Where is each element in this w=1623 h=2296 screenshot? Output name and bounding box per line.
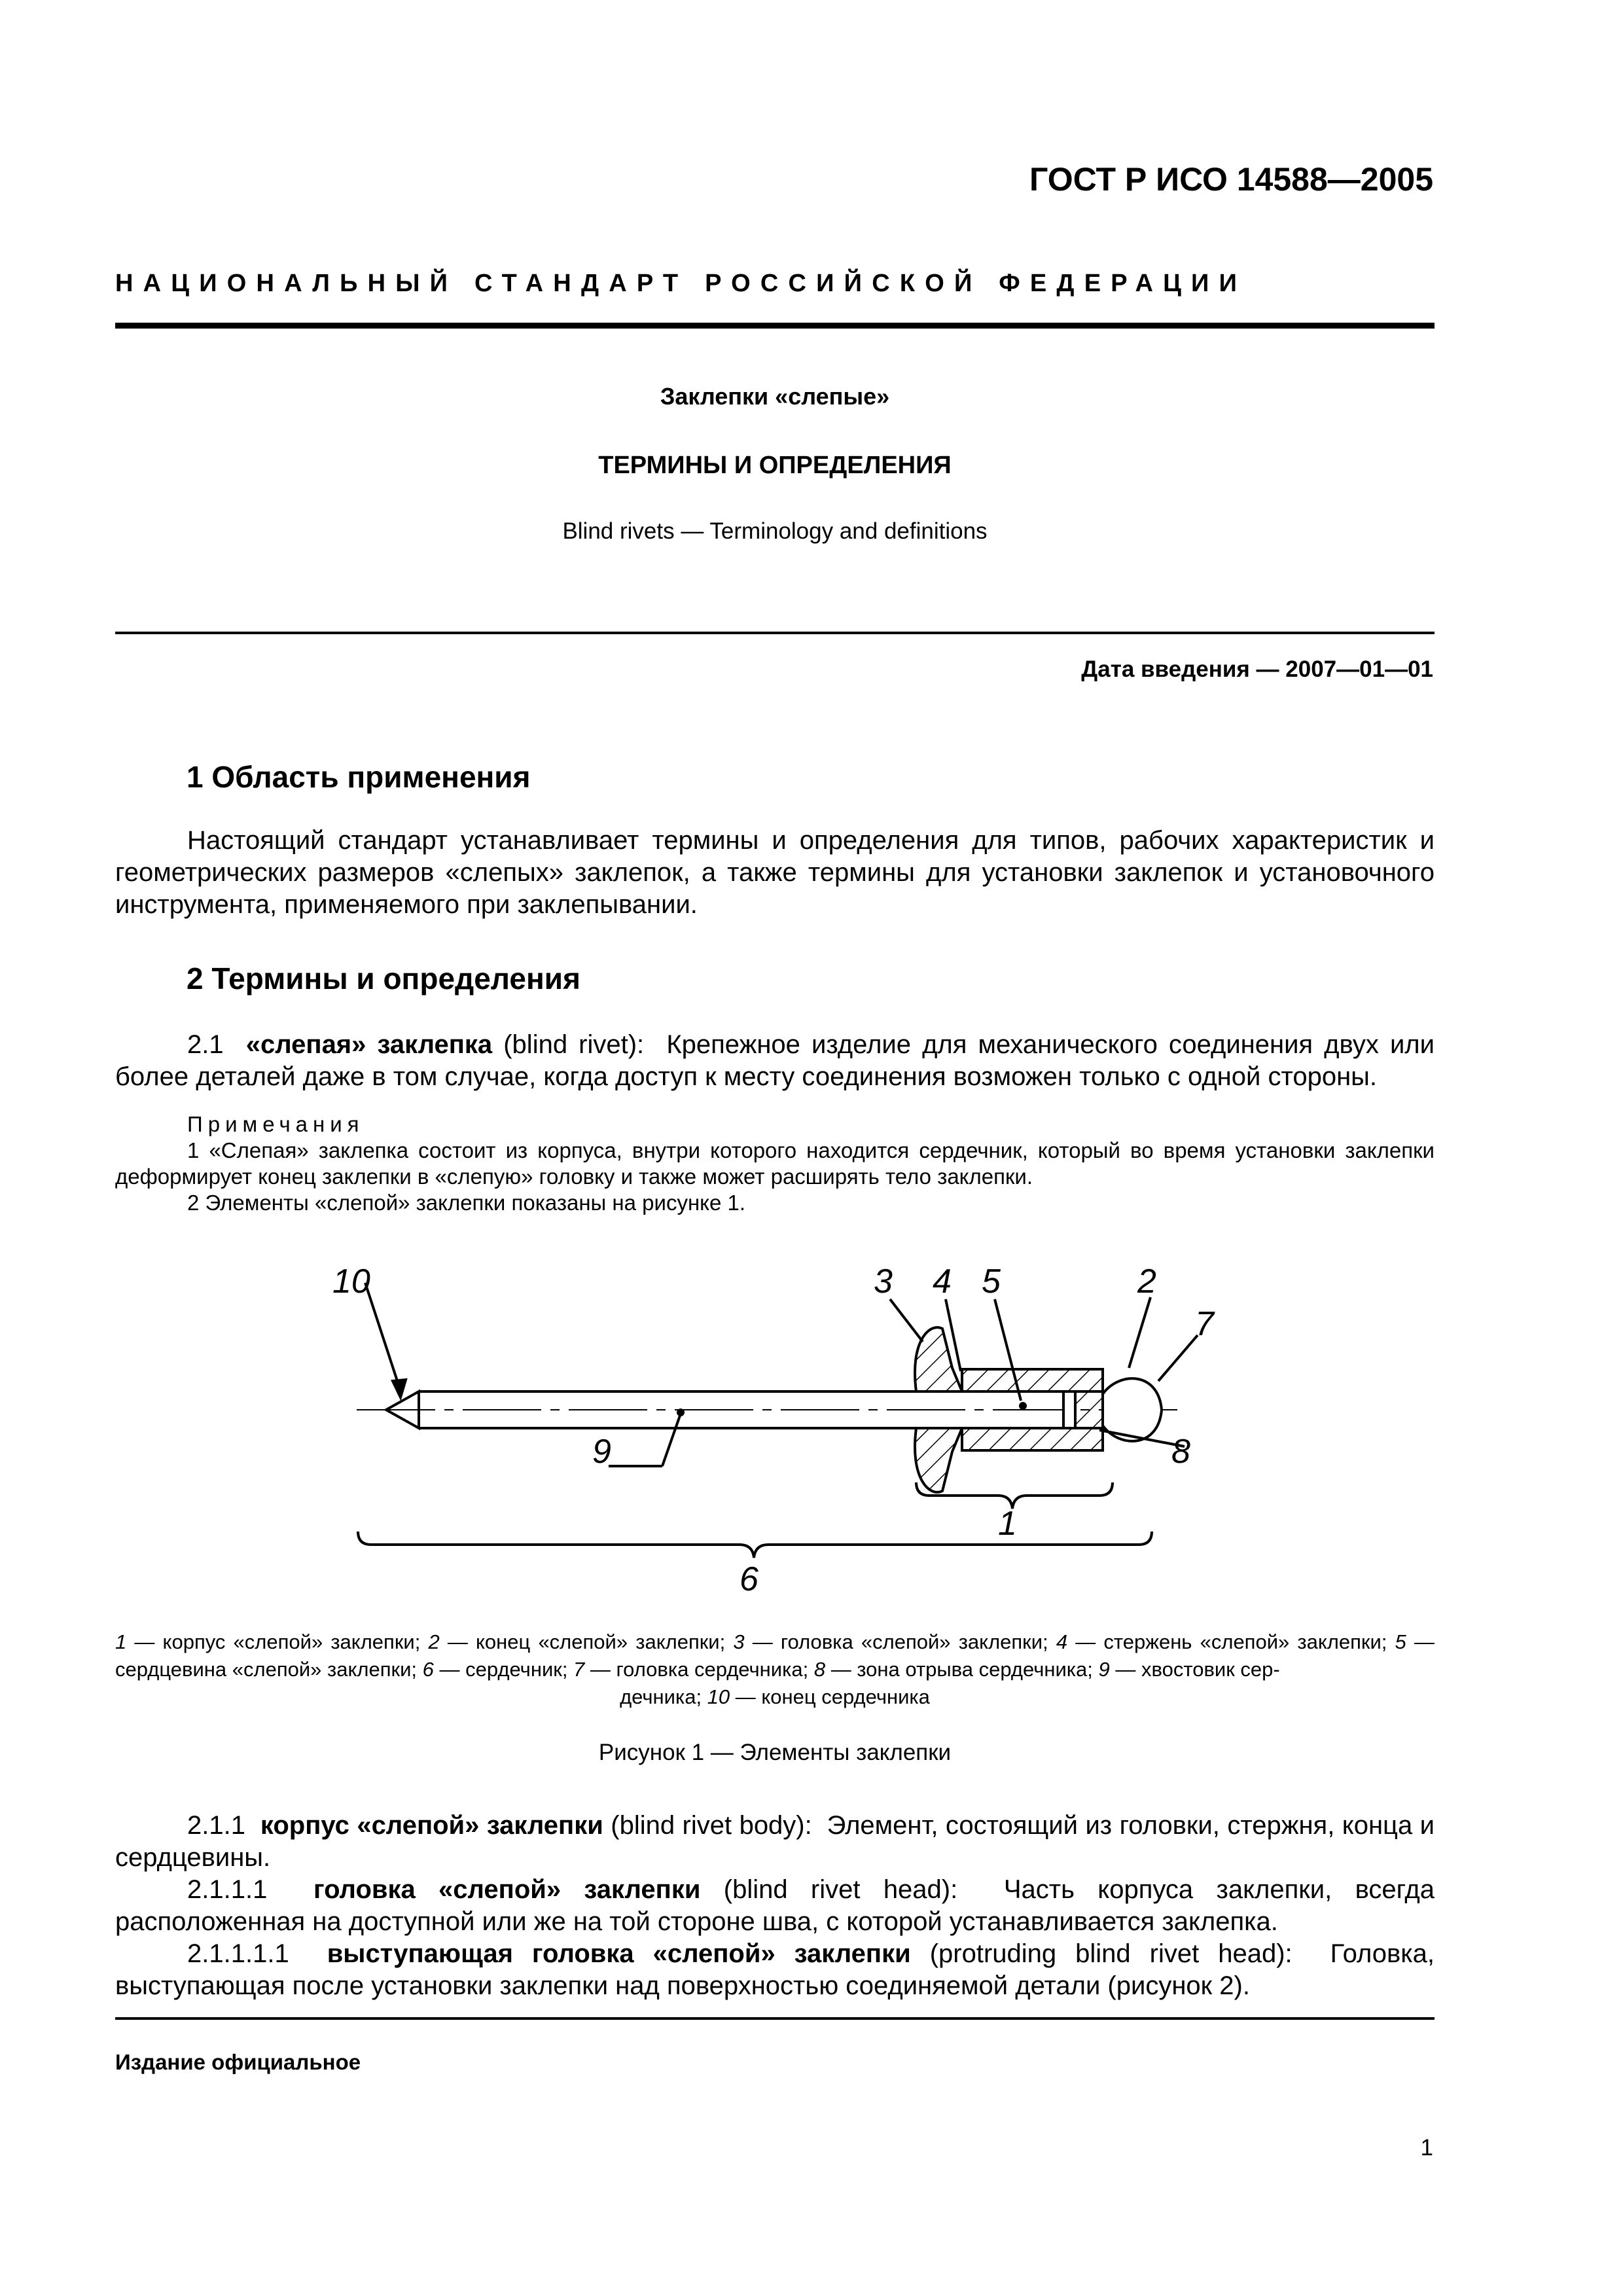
label-5: 5 [982,1263,1001,1300]
term-number: 2.1.1.1 [187,1875,268,1904]
figure-1-caption: Рисунок 1 — Элементы заклепки [598,1740,952,1765]
introduction-date: Дата введения — 2007—01—01 [1081,656,1433,682]
term-number: 2.1.1 [187,1811,245,1840]
legend-text: — хвостовик сер- [1109,1658,1280,1681]
figure-1-legend [115,1628,1435,1711]
figure-1-rivet-diagram [0,1237,1623,1604]
document-title: Заклепки «слепые» [660,383,890,410]
term-name: выступающая головка «слепой» заклепки [327,1939,911,1968]
title-divider [115,632,1435,634]
section-1-text [115,825,1435,921]
document-title-english: Blind rivets — Terminology and definitions [562,518,988,544]
header-divider [115,323,1435,329]
term-english: (blind rivet body): [611,1811,812,1840]
term-definition: Элемент, состоящий из головки, стержня, конца и сердцевины. [115,1811,1435,1872]
term-english: (blind rivet): [503,1030,645,1059]
legend-text: — сердцевина «слепой» заклепки; [115,1630,1435,1681]
document-subtitle: ТЕРМИНЫ И ОПРЕДЕЛЕНИЯ [598,452,952,479]
legend-num: 9 [1098,1658,1110,1681]
term-2-1-1 [115,1810,1435,1874]
legend-text: — конец «слепой» заклепки; [439,1630,734,1653]
term-definition: Часть корпуса заклепки, всегда расположенная на доступной или же на той стороне шва, с которой устанавливается заклепка. [115,1875,1435,1936]
legend-num: 7 [573,1658,585,1681]
terms-list [115,1810,1435,2002]
legend-num: 2 [428,1630,440,1653]
legend-num: 6 [422,1658,434,1681]
legend-last-line [115,1683,1435,1711]
mandrel-break-zone [1063,1391,1075,1428]
label-10: 10 [332,1263,370,1300]
label-8: 8 [1171,1433,1190,1471]
term-definition: Крепежное изделие для механического соединения двух или более деталей даже в том случае, когда доступ к месту соединения возможен только с одной стороны. [115,1030,1435,1091]
term-english: (protruding blind rivet head): [929,1939,1293,1968]
notes-heading: Примечания [187,1112,365,1136]
notes-block [115,1111,1435,1216]
label-7: 7 [1195,1305,1214,1343]
label-3: 3 [874,1263,893,1300]
legend-text: — головка сердечника; [584,1658,814,1681]
term-2-1-1-1 [115,1874,1435,1938]
legend-num: 8 [813,1658,826,1681]
legend-num: 10 [707,1685,730,1708]
term-name: «слепая» заклепка [245,1030,493,1059]
section-2-heading: 2 Термины и определения [187,961,580,996]
label-6: 6 [740,1560,758,1598]
footer-divider [115,2017,1435,2020]
term-name: корпус «слепой» заклепки [260,1811,603,1840]
national-standard-banner: НАЦИОНАЛЬНЫЙ СТАНДАРТ РОССИЙСКОЙ ФЕДЕРАЦИИ [115,270,1247,297]
legend-num: 1 [115,1630,127,1653]
note-1: 1 «Слепая» заклепка состоит из корпуса, внутри которого находится сердечник, который во время установки заклепки деформирует конец заклепки в «слепую» головку и также может расширять тело заклепки. [115,1138,1435,1189]
section-1-heading: 1 Область применения [187,760,531,794]
legend-text: — стержень «слепой» заклепки; [1067,1630,1387,1653]
legend-num: 4 [1056,1630,1068,1653]
term-2-1-paragraph [115,1029,1435,1093]
section-1-paragraph: Настоящий стандарт устанавливает термины и определения для типов, рабочих характеристик и геометрических размеров «слепых» заклепок, а также термины для установки заклепок и установочного инструмента, применяемого при заклепывании. [115,826,1435,919]
legend-num: 3 [733,1630,745,1653]
document-code: ГОСТ Р ИСО 14588—2005 [1029,161,1433,198]
term-number: 2.1.1.1.1 [187,1939,289,1968]
legend-num: 5 [1395,1630,1406,1653]
legend-text: — сердечник; [433,1658,574,1681]
legend-text: — головка «слепой» заклепки; [744,1630,1056,1653]
legend-text: дечника; [620,1685,707,1708]
note-2: 2 Элементы «слепой» заклепки показаны на рисунке 1. [187,1191,746,1215]
label-4: 4 [933,1263,952,1300]
label-1: 1 [998,1505,1017,1543]
legend-text: — корпус «слепой» заклепки; [126,1630,429,1653]
rivet-shank-lower [962,1428,1103,1450]
term-2-1-1-1-1 [115,1938,1435,2002]
term-number: 2.1 [187,1030,224,1059]
legend-text: — конец сердечника [730,1685,930,1708]
term-english: (blind rivet head): [723,1875,958,1904]
term-2-1 [115,1029,1435,1093]
legend-text: — зона отрыва сердечника; [825,1658,1099,1681]
rivet-shank-upper [962,1369,1103,1391]
term-name: головка «слепой» заклепки [313,1875,701,1904]
page-number: 1 [1420,2135,1433,2161]
brace-6 [358,1532,1152,1558]
official-edition-label: Издание официальное [115,2050,361,2074]
label-9: 9 [592,1433,611,1471]
term-definition: Головка, выступающая после установки заклепки над поверхностью соединяемой детали (рисунок 2). [115,1939,1435,2000]
rivet-head [915,1327,962,1391]
label-2: 2 [1137,1263,1156,1300]
